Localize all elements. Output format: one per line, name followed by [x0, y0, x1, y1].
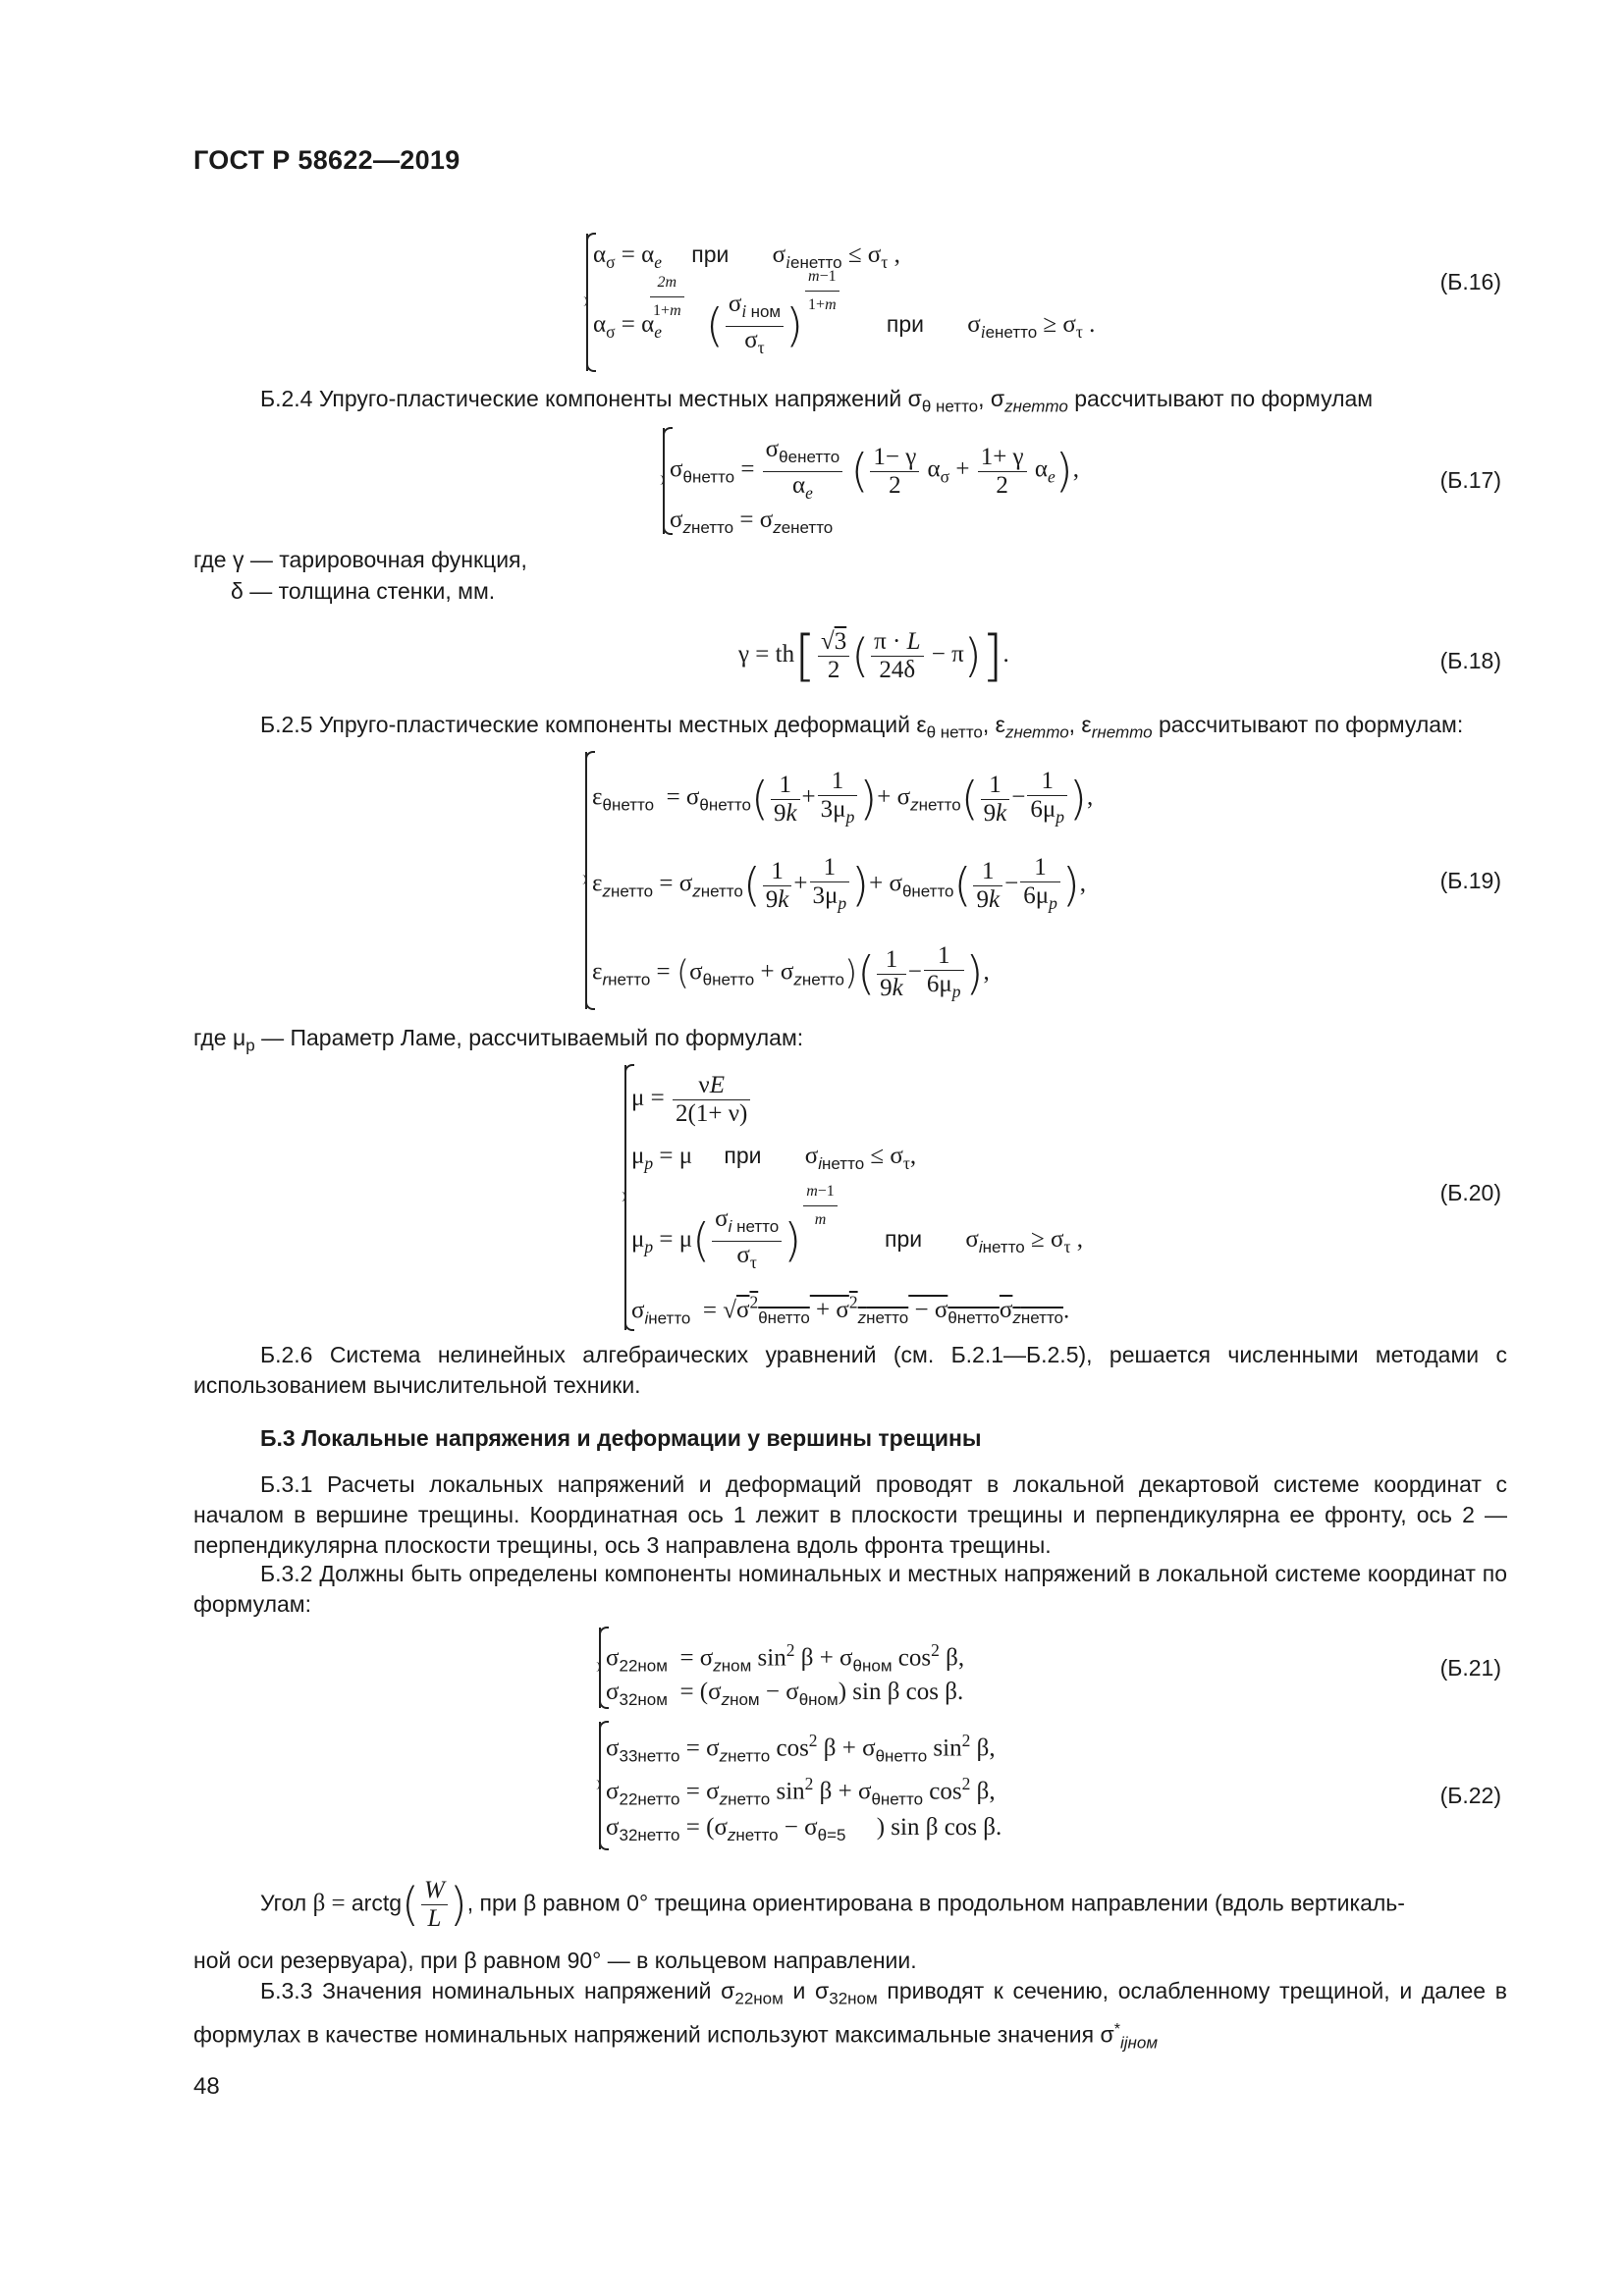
- eq-b22-line3: $\sigma_{32нетто} = (\sigma_{zнетто} - \sigma_{\theta=5}$ ) sin β cos β.: [606, 1814, 1002, 1844]
- paragraph-b31: Б.3.1 Расчеты локальных напряжений и деформаций проводят в локальной декартовой системе координат с началом в вершине трещины. Координатная ось 1 лежит в плоскости трещины и перпендикулярна ее фронту, ось 2 — перпендикулярна плоскости трещины, ось 3 направлена вдоль фронта трещины.: [193, 1471, 1507, 1558]
- equation-number: (Б.20): [1439, 1180, 1501, 1205]
- eq-b17-line1: $\sigma_{\theta нетто}$ = $\frac{\sigma_{\theta енетто}}{\alpha_e}$ ( $\frac{1- \gamma}{2}$ $\alpha_\sigma$ + $\frac{1+ \gamma}{2}$ $\alpha_e$),: [670, 436, 1079, 503]
- eq-b20-line2: $\mu_p = \mu$ при $\sigma_{iнетто} \le \sigma_\tau$,: [631, 1143, 917, 1173]
- equation-number: (Б.22): [1439, 1783, 1501, 1808]
- eq-b17-line2: $\sigma_{zнетто} = \sigma_{zенетто}$: [670, 507, 834, 537]
- eq-b19-line2: $\varepsilon_{zнетто} = \sigma_{zнетто}$( $\frac{1}{9k}$ + $\frac{1}{3\mu_p}$ )+ $\sigma_{\theta нетто}$( $\frac{1}{9k}$ − $\frac{1}{6\mu_p}$ ),: [592, 854, 1087, 913]
- eq-b19-line1: $\varepsilon_{\theta нетто} = \sigma_{\theta нетто}$( $\frac{1}{9k}$ + $\frac{1}{3\mu_p}$ )+ $\sigma_{zнетто}$( $\frac{1}{9k}$ − $\frac{1}{6\mu_p}$ ),: [592, 768, 1094, 827]
- equation-number: (Б.21): [1439, 1655, 1501, 1681]
- paragraph-b26: Б.2.6 Система нелинейных алгебраических уравнений (см. Б.2.1—Б.2.5), решается численными методами с использованием вычислительной техники.: [193, 1342, 1507, 1398]
- eq-b20-line3: $\mu_p = \mu$( $\frac{\sigma_{i нетто}}{\sigma_\tau}$ ) $^{\frac{m-1}{m}}$ при $\sigma_{iнетто} \ge \sigma_\tau$ ,: [631, 1205, 1083, 1276]
- eq-b16-line2: $\alpha_\sigma = \alpha_e$ $^{\frac{2m}{1+m}}$ ( $\frac{\sigma_{i ном}}{\sigma_\tau}$ ) $^{\frac{m-1}{1+m}}$ при $\sigma_{iенетто} \ge \sigma_\tau$ .: [593, 291, 1095, 361]
- equation-number: (Б.18): [1439, 648, 1501, 673]
- eq-b21-line2: $\sigma_{32ном} = (\sigma_{zном} - \sigma_{\theta ном})$ sin β cos β.: [606, 1679, 964, 1709]
- where-delta: δ — толщина стенки, мм.: [231, 578, 496, 604]
- paragraph-b33: Б.3.3 Значения номинальных напряжений $\sigma_{22ном}$ и $\sigma_{32ном}$ приводят к сечению, ослабленному трещиной, и далее в формулах в качестве номинальных напряжений используют максимальные значения $\sigma^*_{ijном}$: [193, 1978, 1508, 2052]
- paragraph-angle-cont: ной оси резервуара), при β равном 90° — в кольцевом направлении.: [193, 1948, 917, 1973]
- equation-number: (Б.17): [1439, 467, 1501, 493]
- equation-number: (Б.19): [1439, 868, 1501, 893]
- eq-b19-line3: $\varepsilon_{rнетто} = (\sigma_{\theta нетто} + \sigma_{zнетто})$( $\frac{1}{9k}$ − $\frac{1}{6\mu_p}$ ),: [592, 942, 990, 1001]
- eq-b16-line1: $\alpha_\sigma = \alpha_e$ при $\sigma_{iенетто} \le \sigma_\tau$ ,: [593, 241, 900, 272]
- where-gamma: где γ — тарировочная функция,: [193, 547, 527, 572]
- eq-b18: γ = th[ $\frac{√3}{2}$ ( $\frac{\pi \cdot L}{24\delta}$ − π)].: [738, 624, 1009, 688]
- paragraph-b25: Б.2.5 Упруго-пластические компоненты местных деформаций $\varepsilon_{\theta нетто}$, $\varepsilon_{zнетто}$, $\varepsilon_{rнетто}$ рассчитывают по формулам:: [260, 712, 1464, 742]
- eq-b21-line1: $\sigma_{22ном} = \sigma_{zном}$ $\sin^2 \beta + \sigma_{\theta ном}$ $\cos^2 \beta$,: [606, 1640, 965, 1676]
- where-mu: где $\mu_p$ — Параметр Ламе, рассчитываемый по формулам:: [193, 1025, 804, 1055]
- eq-b22-line1: $\sigma_{33нетто} = \sigma_{zнетто}$ $\cos^2 \beta + \sigma_{\theta нетто}$ $\sin^2 \beta$,: [606, 1731, 996, 1766]
- section-heading-b3: Б.3 Локальные напряжения и деформации у вершины трещины: [260, 1425, 982, 1451]
- eq-b20-line4: $\sigma_{iнетто} = √\sigma^2_{\theta нетто} + \sigma^2_{zнетто} - \sigma_{\theta нетто}\sigma_{zнетто}$.: [631, 1293, 1070, 1328]
- paragraph-angle: Угол β = arctg( $\frac{W}{L}$ ), при β равном 0° трещина ориентирована в продольном направлении (вдоль вертикаль-: [260, 1877, 1405, 1932]
- eq-b22-line2: $\sigma_{22нетто} = \sigma_{zнетто}$ $\sin^2 \beta + \sigma_{\theta нетто}$ $\cos^2 \beta$,: [606, 1774, 996, 1809]
- document-header: ГОСТ Р 58622—2019: [193, 145, 460, 175]
- page-number: 48: [193, 2073, 220, 2100]
- equation-number: (Б.16): [1439, 269, 1501, 294]
- eq-b20-line1: μ = $\frac{\nu E}{2(1+ \nu)}$: [631, 1072, 752, 1128]
- paragraph-b32: Б.3.2 Должны быть определены компоненты номинальных и местных напряжений в локальной системе координат по формулам:: [193, 1561, 1507, 1617]
- paragraph-b24: Б.2.4 Упруго-пластические компоненты местных напряжений $\sigma_{\theta нетто}$, $\sigma_{zнетто}$ рассчитывают по формулам: [260, 386, 1374, 416]
